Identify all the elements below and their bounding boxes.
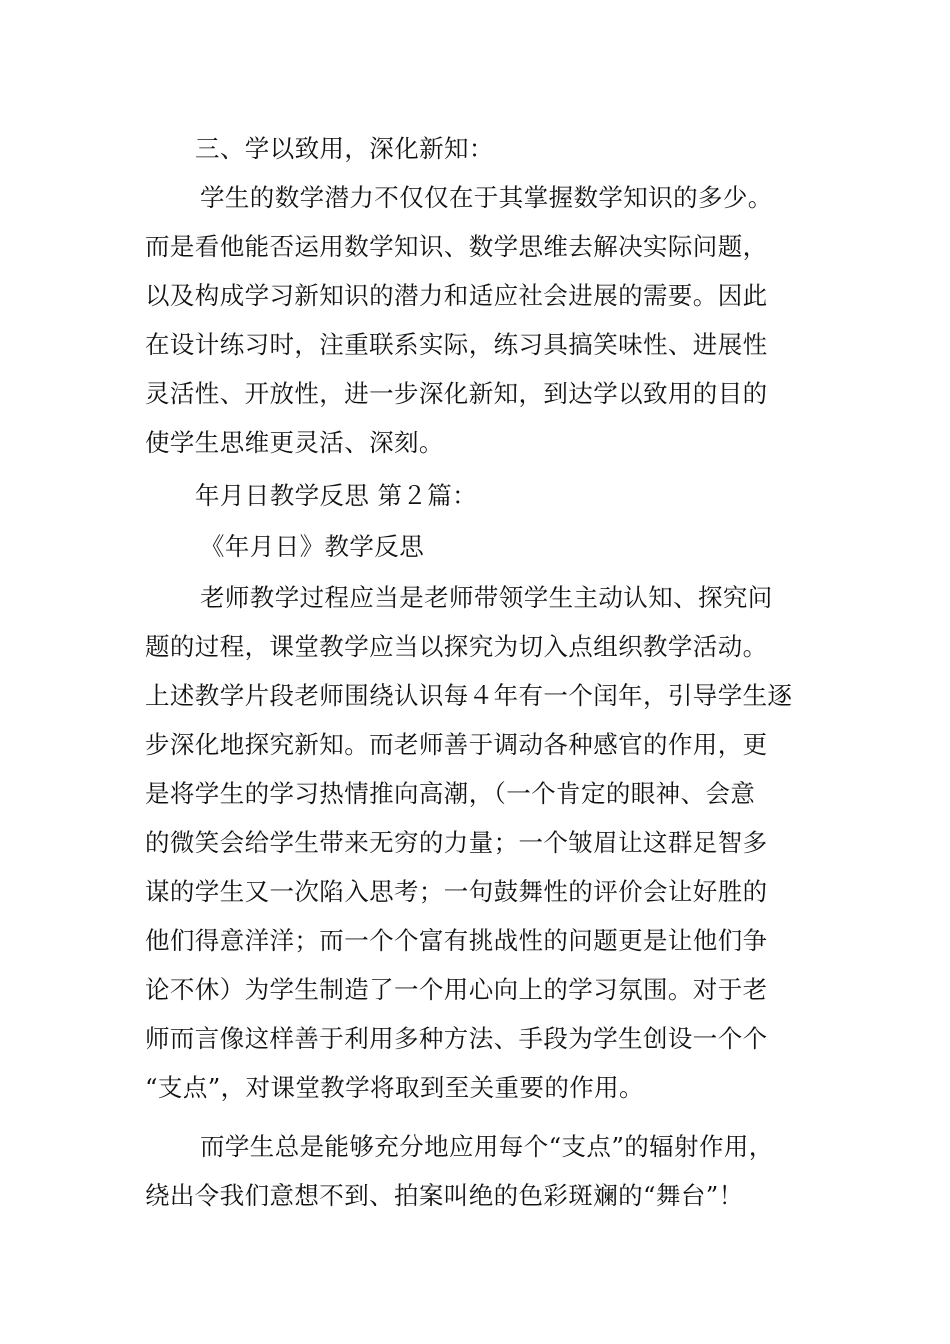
section-heading: 三、学以致用，深化新知： [195, 134, 494, 163]
paragraph-line: 而学生总是能够充分地应用每个“支点”的辐射作用， [200, 1132, 774, 1161]
paragraph-line: 在设计练习时，注重联系实际，练习具搞笑味性、进展性 [145, 330, 768, 359]
paragraph-line: 题的过程，课堂教学应当以探究为切入点组织教学活动。 [145, 632, 768, 661]
paragraph-line: 谋的学生又一次陷入思考；一句鼓舞性的评价会让好胜的 [145, 877, 768, 906]
part-heading: 年月日教学反思 第２篇： [195, 481, 478, 510]
part-title: 《年月日》教学反思 [200, 532, 425, 561]
paragraph-line: 使学生思维更灵活、深刻。 [145, 428, 444, 457]
paragraph-line: “支点”，对课堂教学将取到至关重要的作用。 [145, 1073, 644, 1102]
paragraph-line: 他们得意洋洋；而一个个富有挑战性的问题更是让他们争 [145, 926, 768, 955]
paragraph-line: 灵活性、开放性，进一步深化新知，到达学以致用的目的 [145, 379, 768, 408]
paragraph-line: 论不休）为学生制造了一个用心向上的学习氛围。对于老 [145, 975, 768, 1004]
paragraph-line: 老师教学过程应当是老师带领学生主动认知、探究问 [200, 583, 773, 612]
paragraph-line: 上述教学片段老师围绕认识每４年有一个闰年，引导学生逐 [145, 681, 793, 710]
paragraph-line: 的微笑会给学生带来无穷的力量；一个皱眉让这群足智多 [145, 828, 768, 857]
paragraph-line: 步深化地探究新知。而老师善于调动各种感官的作用，更 [145, 730, 768, 759]
paragraph-line: 而是看他能否运用数学知识、数学思维去解决实际问题， [145, 232, 768, 261]
paragraph-line: 师而言像这样善于利用多种方法、手段为学生创设一个个 [145, 1024, 768, 1053]
paragraph-line: 以及构成学习新知识的潜力和适应社会进展的需要。因此 [145, 281, 768, 310]
paragraph-line: 绕出令我们意想不到、拍案叫绝的色彩斑斓的“舞台”！ [145, 1181, 744, 1210]
paragraph-line: 是将学生的学习热情推向高潮，（一个肯定的眼神、会意 [145, 779, 756, 808]
paragraph-line: 学生的数学潜力不仅仅在于其掌握数学知识的多少。 [200, 183, 773, 212]
